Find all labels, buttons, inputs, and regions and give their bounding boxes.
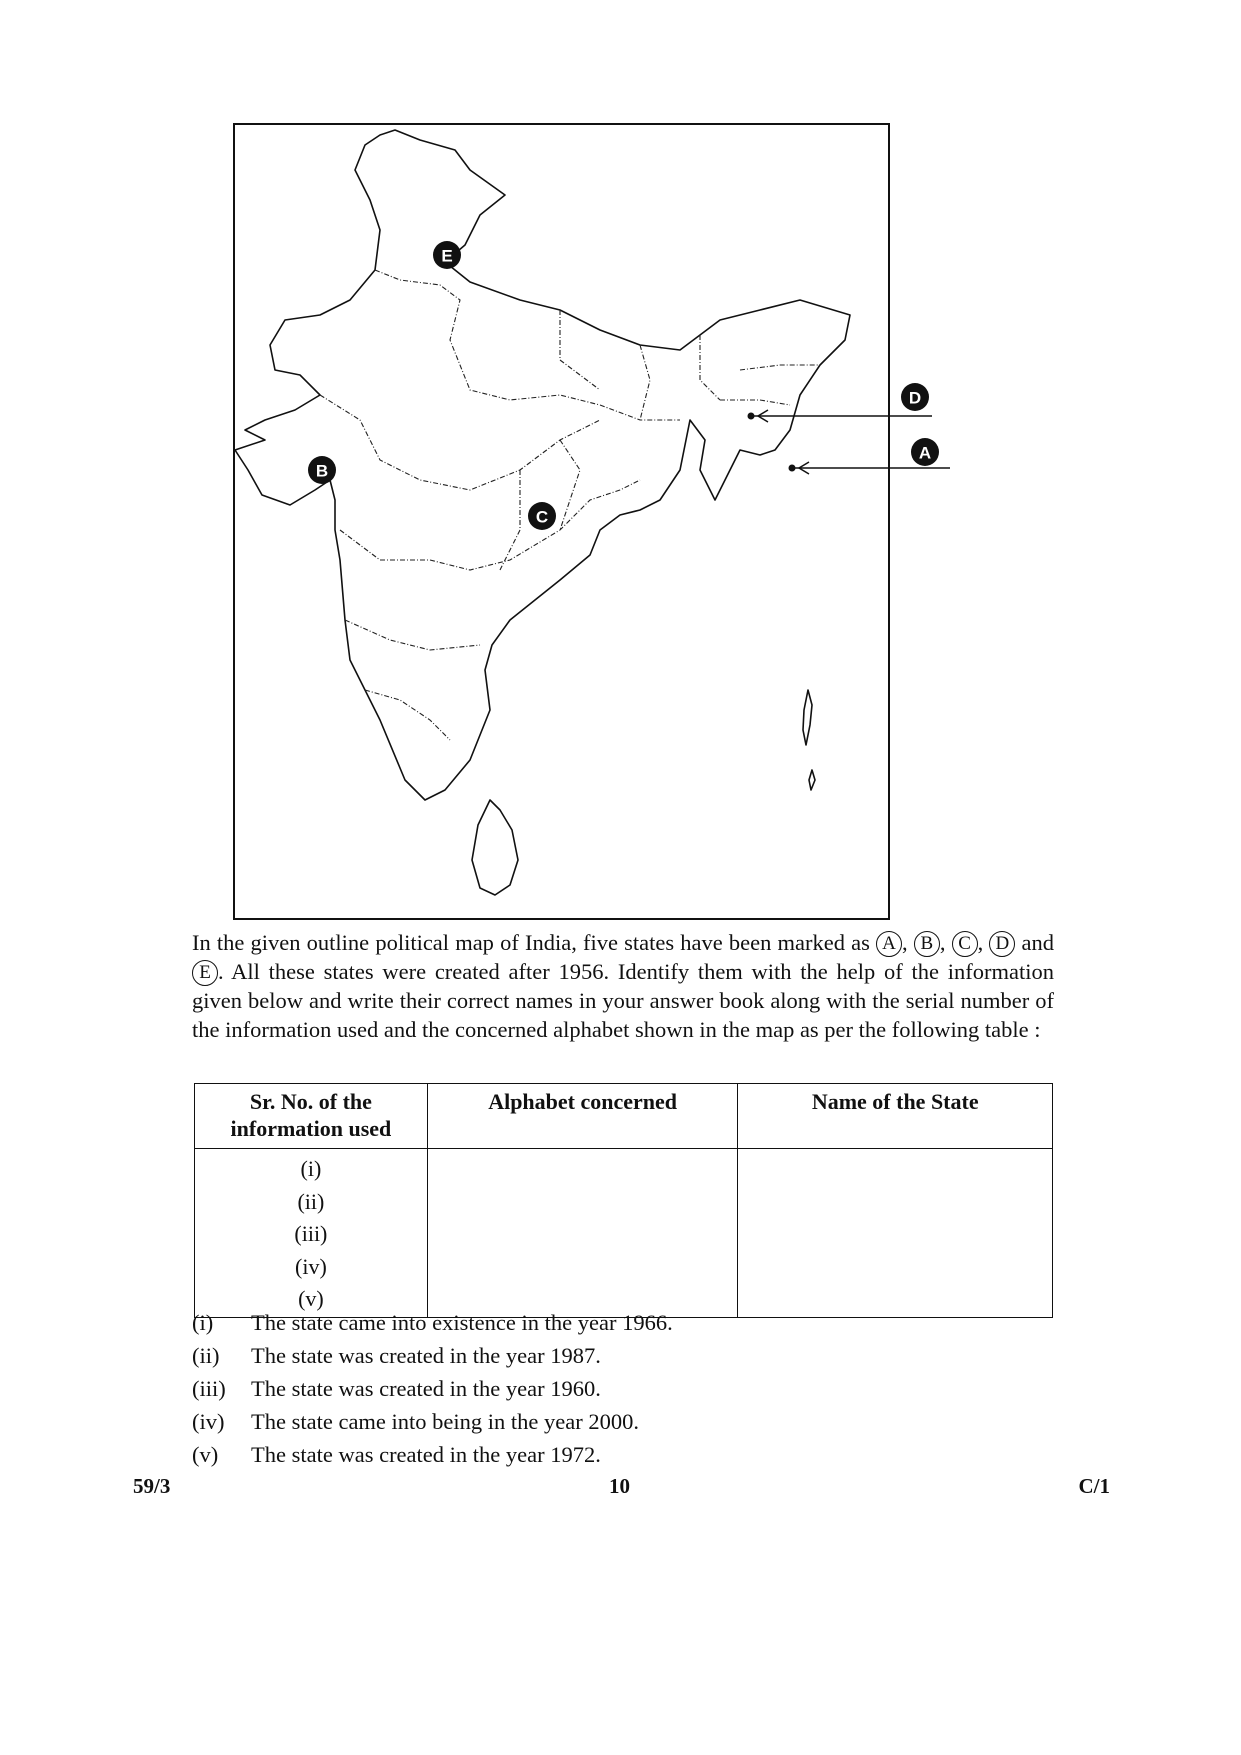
state-name-cell: [738, 1149, 1053, 1318]
and-word: and: [1021, 930, 1055, 955]
marker-c: [528, 502, 556, 530]
state-border: [560, 310, 720, 420]
state-border: [320, 395, 600, 490]
circled-letter-e: E: [192, 960, 218, 986]
info-text: The state was created in the year 1972.: [251, 1442, 601, 1467]
marker-d-letter: D: [908, 388, 922, 408]
header-sr-no: Sr. No. of the information used: [195, 1084, 428, 1149]
question-text: In the given outline political map of India, five states have been marked as A , B , C , D and E . All these states were created after 1956. Identify them with the help of the information given below and write their correct names in your answer book along with the serial number of the information used and the concerned alphabet shown in the map as per the following table :: [192, 930, 1055, 1042]
question-line-1: In the given outline political map of India, five states have been marked as: [192, 930, 870, 955]
andaman-islands-outline: [803, 690, 815, 790]
question-line-2: . All these states were created after 1956. Identify them with the help of the information given below and write their correct names in your answer book along with the serial number of the information used and the concerned alphabet shown in the map as per the following table :: [192, 959, 1054, 1042]
info-number: (iv): [192, 1409, 225, 1434]
list-item: [192, 1405, 1052, 1438]
serial-number: (i): [300, 1156, 322, 1181]
circled-letter-a: A: [876, 931, 902, 957]
marker-b: [308, 456, 336, 484]
circled-letter-c: C: [952, 931, 978, 957]
serial-number-cell: [195, 1149, 428, 1318]
set-code: C/1: [1078, 1474, 1110, 1498]
info-text: The state came into existence in the year 1966.: [251, 1310, 673, 1335]
marker-b-letter: B: [315, 461, 329, 481]
serial-number: (iii): [294, 1221, 328, 1246]
marker-e-letter: E: [441, 246, 453, 266]
marker-a-point: [789, 465, 796, 472]
table-body-row: [195, 1149, 1053, 1318]
serial-number: (ii): [297, 1188, 325, 1214]
info-number: (iii): [192, 1376, 226, 1401]
state-border: [720, 365, 820, 405]
list-item: [192, 1438, 1052, 1471]
marker-a: [911, 438, 939, 466]
info-number: (ii): [192, 1343, 220, 1368]
info-text: The state was created in the year 1960.: [251, 1376, 601, 1401]
table-header-row: [195, 1084, 1053, 1149]
info-number: (i): [192, 1310, 214, 1335]
info-text: The state was created in the year 1987.: [251, 1343, 601, 1368]
list-item: [192, 1306, 1052, 1339]
header-alphabet: Alphabet concerned: [427, 1084, 738, 1149]
header-state-name: Name of the State: [738, 1084, 1053, 1149]
list-item: [192, 1372, 1052, 1405]
list-item: [192, 1339, 1052, 1372]
sri-lanka-outline: [472, 800, 518, 895]
serial-number: (v): [298, 1286, 324, 1311]
info-text: The state came into being in the year 2000.: [251, 1409, 639, 1434]
circled-letter-d: D: [989, 931, 1015, 957]
state-border: [340, 480, 640, 570]
info-number: (v): [192, 1442, 219, 1467]
answer-format-table: [194, 1083, 1053, 1318]
marker-d: [901, 383, 929, 411]
paper-code: 59/3: [133, 1474, 171, 1498]
marker-d-point: [748, 413, 755, 420]
page-number: 10: [609, 1474, 630, 1498]
marker-c-letter: C: [535, 507, 549, 527]
state-border: [375, 270, 680, 420]
information-list: [192, 1306, 1052, 1471]
circled-letter-b: B: [914, 931, 940, 957]
state-border: [345, 620, 480, 740]
marker-e: [433, 241, 461, 269]
alphabet-cell: [427, 1149, 738, 1318]
serial-number: (iv): [295, 1253, 327, 1279]
marker-a-letter: A: [918, 443, 932, 463]
